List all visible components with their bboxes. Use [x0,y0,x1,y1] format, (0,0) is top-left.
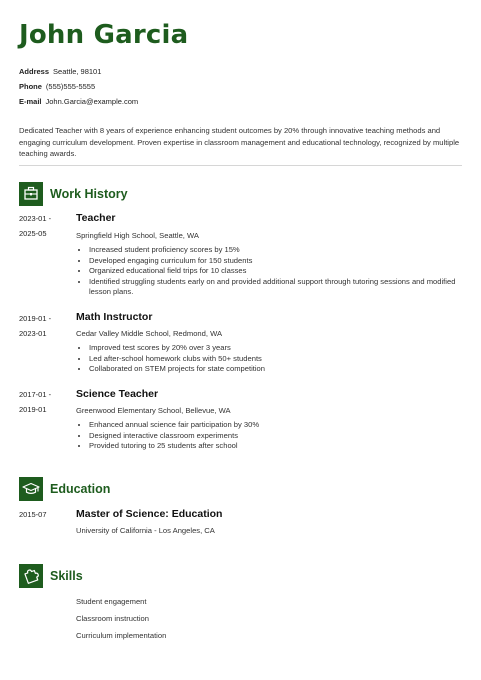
contact-label: Phone [19,82,42,91]
list-item: • Collaborated on STEM projects for state competition [89,364,469,375]
job-employer: Springfield High School, Seattle, WA [76,231,199,240]
education-school: University of California - Los Angeles, CA [76,526,215,535]
job-date [19,389,51,416]
candidate-name: John Garcia [19,20,189,50]
job-date-end: 2023-01 [19,329,47,338]
contact-value: (555)555-5555 [45,82,96,91]
contact-phone [19,82,95,91]
list-item: • Identified struggling students early on and provided additional support through tutoring sessions and modified lesson plans. [89,277,469,298]
skill-item: Student engagement [76,597,147,606]
job-title: Math Instructor [76,311,153,323]
job-date [19,313,51,340]
job-bullets [76,343,469,375]
briefcase-icon [19,182,43,206]
list-item: • Increased student proficiency scores by 15% [89,245,469,256]
professional-summary: Dedicated Teacher with 8 years of experience enhancing student outcomes by 20% through innovative teaching methods and engaging curriculum development. Proven expertise in classroom management and educational technology, recognized by multiple teaching awards. [19,126,460,158]
list-item: • Led after-school homework clubs with 50+ students [89,354,469,365]
skill-item: Curriculum implementation [76,631,167,640]
section-title-skills: Skills [50,569,83,583]
job-date-end: 2019-01 [19,405,47,414]
job-employer: Cedar Valley Middle School, Redmond, WA [76,329,223,338]
list-item: • Enhanced annual science fair participation by 30% [89,420,469,431]
list-item: • Improved test scores by 20% over 3 years [89,343,469,354]
contact-value: Seattle, 98101 [53,67,102,76]
contact-value[interactable]: John.Garcia@example.com [45,97,139,106]
job-employer: Greenwood Elementary School, Bellevue, WA [76,406,231,415]
graduation-cap-icon [19,477,43,501]
section-title-work-history: Work History [50,187,128,201]
job-date-start: 2023-01 - [19,214,52,223]
job-date-start: 2017-01 - [19,390,52,399]
list-item: • Designed interactive classroom experiments [89,431,469,442]
divider [19,165,462,166]
contact-label: E-mail [19,97,42,106]
puzzle-piece-icon [19,564,43,588]
job-date-start: 2019-01 - [19,314,52,323]
section-title-education: Education [50,482,111,496]
job-title: Science Teacher [76,388,159,400]
contact-email [19,97,138,106]
job-bullets [76,245,469,298]
list-item: • Organized educational field trips for 10 classes [89,266,469,277]
list-item: • Provided tutoring to 25 students after school [89,441,469,452]
education-degree: Master of Science: Education [76,508,223,520]
education-date: 2015-07 [19,510,47,519]
contact-label: Address [19,67,50,76]
contact-address [19,67,101,76]
list-item: • Developed engaging curriculum for 150 students [89,256,469,267]
skill-item: Classroom instruction [76,614,150,623]
job-date-end: 2025-05 [19,229,47,238]
job-date [19,213,51,240]
job-title: Teacher [76,212,116,224]
job-bullets [76,420,469,452]
